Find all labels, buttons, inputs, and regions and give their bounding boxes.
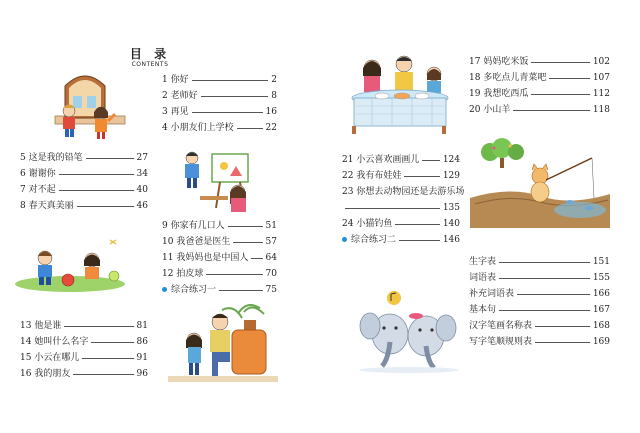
toc-group-7 <box>469 254 610 350</box>
entry-leader <box>535 342 590 343</box>
entry-leader <box>404 176 440 177</box>
entry-title: 7 对不起 <box>20 182 58 198</box>
toc-group-5 <box>469 54 610 118</box>
entry-page-number: 151 <box>591 254 610 270</box>
entry-page-number: 46 <box>135 198 148 214</box>
toc-entry <box>469 286 610 302</box>
entry-page-number: 112 <box>591 86 610 102</box>
entry-title: 6 谢谢你 <box>20 166 58 182</box>
right-page <box>320 0 640 433</box>
entry-leader <box>219 290 263 291</box>
entry-page-number: 34 <box>135 166 148 182</box>
entry-leader <box>86 158 134 159</box>
toc-entry <box>162 250 277 266</box>
entry-leader <box>228 226 263 227</box>
entry-leader <box>251 258 263 259</box>
review-bullet-icon <box>342 237 347 242</box>
father-daughter-illustration <box>168 300 278 385</box>
entry-page-number: 169 <box>591 334 610 350</box>
entry-page-number: 22 <box>264 120 277 136</box>
entry-title: 24 小猫钓鱼 <box>342 216 394 232</box>
entry-leader <box>192 80 268 81</box>
entry-leader <box>59 190 134 191</box>
entry-page-number: 51 <box>264 218 277 234</box>
entry-leader <box>499 262 590 263</box>
toc-entry <box>20 150 148 166</box>
toc-entry <box>469 70 610 86</box>
entry-leader <box>395 224 440 225</box>
entry-title <box>162 282 218 298</box>
entry-page-number: 70 <box>264 266 277 282</box>
entry-page-number: 102 <box>591 54 610 70</box>
toc-entry <box>162 234 277 250</box>
entry-title: 9 你家有几口人 <box>162 218 227 234</box>
entry-leader <box>59 174 134 175</box>
entry-title: 18 多吃点儿青菜吧 <box>469 70 548 86</box>
toc-entry <box>162 72 277 88</box>
heading-cn: 目 录 <box>129 47 171 61</box>
entry-leader <box>206 274 263 275</box>
entry-title: 21 小云喜欢画画儿 <box>342 152 421 168</box>
entry-leader <box>91 342 134 343</box>
entry-page-number: 64 <box>264 250 277 266</box>
entry-page-number: 96 <box>135 366 148 382</box>
kids-playing-ball-illustration <box>10 232 130 294</box>
entry-title: 17 妈妈吃米饭 <box>469 54 530 70</box>
toc-group-2 <box>20 150 148 214</box>
entry-leader <box>201 96 268 97</box>
toc-entry <box>162 104 277 120</box>
entry-leader <box>77 206 134 207</box>
entry-page-number: 167 <box>591 302 610 318</box>
toc-entry <box>20 350 148 366</box>
toc-entry <box>469 86 610 102</box>
entry-page-number: 16 <box>264 104 277 120</box>
toc-entry <box>469 102 610 118</box>
entry-title: 2 老师好 <box>162 88 200 104</box>
toc-entry <box>162 218 277 234</box>
entry-title: 基本句 <box>469 302 498 318</box>
entry-leader <box>535 326 590 327</box>
entry-page-number: 124 <box>441 152 460 168</box>
toc-entry-review <box>162 282 277 298</box>
entry-leader <box>237 128 263 129</box>
entry-leader <box>64 326 134 327</box>
toc-entry <box>342 216 460 232</box>
toc-entry <box>20 334 148 350</box>
toc-entry <box>20 166 148 182</box>
entry-title: 3 再见 <box>162 104 191 120</box>
toc-entry <box>162 266 277 282</box>
entry-title: 8 春天真美丽 <box>20 198 76 214</box>
toc-entry <box>342 200 460 216</box>
entry-page-number: 135 <box>441 200 460 216</box>
entry-page-number: 146 <box>441 232 460 248</box>
entry-title-text: 综合练习二 <box>351 235 397 245</box>
entry-page-number: 129 <box>441 168 460 184</box>
entry-page-number: 8 <box>269 88 277 104</box>
entry-page-number: 75 <box>264 282 277 298</box>
toc-entry <box>469 54 610 70</box>
entry-leader <box>499 278 590 279</box>
toc-group-4 <box>20 318 148 382</box>
entry-leader <box>531 94 590 95</box>
entry-page-number: 107 <box>591 70 610 86</box>
entry-leader <box>73 374 134 375</box>
entry-title: 14 她叫什么名字 <box>20 334 90 350</box>
entry-leader <box>531 62 590 63</box>
entry-title: 4 小朋友们上学校 <box>162 120 236 136</box>
entry-leader <box>82 358 134 359</box>
entry-page-number: 140 <box>441 216 460 232</box>
entry-title: 16 我的朋友 <box>20 366 72 382</box>
entry-page-number: 155 <box>591 270 610 286</box>
toc-entry <box>162 120 277 136</box>
entry-page-number: 2 <box>269 72 277 88</box>
entry-leader <box>345 208 440 209</box>
entry-page-number: 166 <box>591 286 610 302</box>
entry-title-text: 综合练习一 <box>171 285 217 295</box>
family-dinner-illustration <box>342 46 457 136</box>
entry-title: 写字笔顺规则表 <box>469 334 534 350</box>
entry-title: 11 我妈妈也是中国人 <box>162 250 250 266</box>
kids-at-door-illustration <box>45 66 135 146</box>
entry-title: 1 你好 <box>162 72 191 88</box>
entry-title: 汉字笔画名称表 <box>469 318 534 334</box>
entry-page-number: 57 <box>264 234 277 250</box>
entry-leader <box>422 160 440 161</box>
toc-entry <box>469 254 610 270</box>
entry-title: 15 小云在哪儿 <box>20 350 81 366</box>
entry-leader <box>549 78 590 79</box>
toc-group-6 <box>342 152 465 248</box>
entry-title: 13 他是谁 <box>20 318 63 334</box>
toc-group-1 <box>162 72 277 136</box>
toc-entry <box>469 302 610 318</box>
toc-group-3 <box>162 218 277 298</box>
entry-page-number: 86 <box>135 334 148 350</box>
entry-title: 23 你想去动物园还是去游乐场 <box>342 184 466 200</box>
entry-leader <box>399 240 440 241</box>
toc-entry <box>342 168 460 184</box>
entry-title: 20 小山羊 <box>469 102 512 118</box>
cat-fishing-illustration <box>470 138 610 228</box>
entry-page-number: 40 <box>135 182 148 198</box>
entry-leader <box>513 110 590 111</box>
entry-leader <box>499 310 590 311</box>
toc-entry <box>20 366 148 382</box>
entry-title <box>342 232 398 248</box>
entry-title: 补充词语表 <box>469 286 516 302</box>
entry-title: 12 拍皮球 <box>162 266 205 282</box>
toc-entry <box>469 270 610 286</box>
entry-title: 19 我想吃西瓜 <box>469 86 530 102</box>
review-bullet-icon <box>162 287 167 292</box>
girl-painting-illustration <box>180 148 260 218</box>
entry-title: 词语表 <box>469 270 498 286</box>
toc-entry <box>342 184 465 200</box>
entry-leader <box>233 242 263 243</box>
toc-entry <box>20 182 148 198</box>
toc-entry <box>20 198 148 214</box>
entry-page-number: 81 <box>135 318 148 334</box>
entry-page-number: 168 <box>591 318 610 334</box>
entry-leader <box>517 294 590 295</box>
entry-title: 5 这是我的铅笔 <box>20 150 85 166</box>
toc-entry-review <box>342 232 460 248</box>
toc-entry <box>162 88 277 104</box>
entry-title: 生字表 <box>469 254 498 270</box>
toc-entry <box>342 152 460 168</box>
entry-title: 22 我有布娃娃 <box>342 168 403 184</box>
toc-entry <box>20 318 148 334</box>
entry-leader <box>192 112 263 113</box>
singing-elephants-illustration <box>354 286 464 374</box>
entry-title: 10 我爸爸是医生 <box>162 234 232 250</box>
toc-entry <box>469 318 610 334</box>
heading-en: CONTENTS <box>131 61 169 68</box>
entry-page-number: 91 <box>135 350 148 366</box>
entry-page-number: 118 <box>591 102 610 118</box>
toc-entry <box>469 334 610 350</box>
entry-page-number: 27 <box>135 150 148 166</box>
